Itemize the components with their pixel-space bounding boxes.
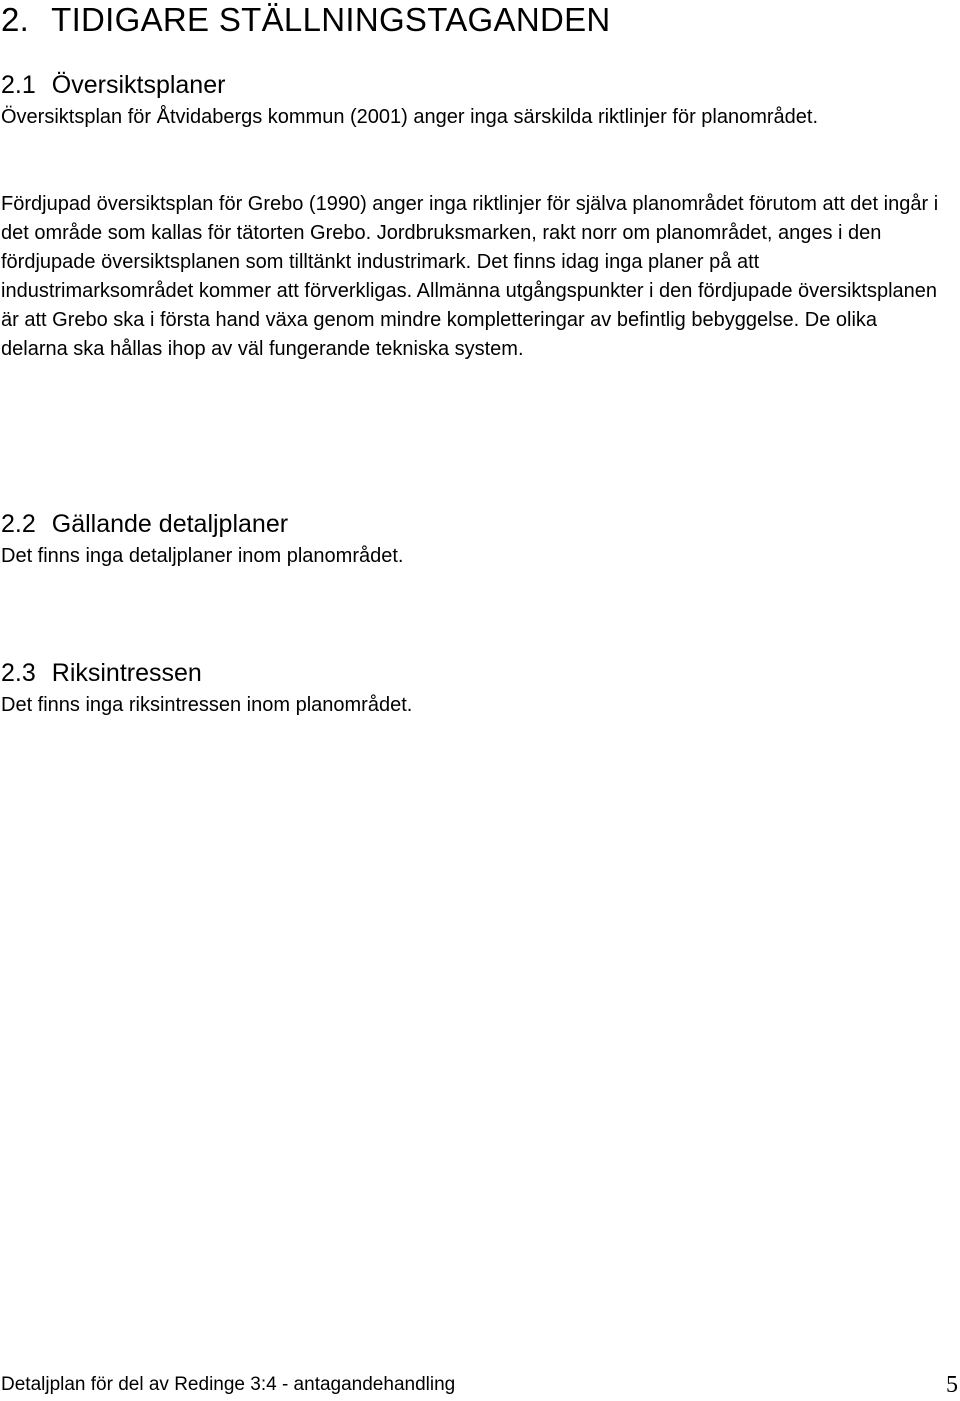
- paragraph-oversiktsplan: Översiktsplan för Åtvidabergs kommun (2001) anger inga särskilda riktlinjer för planområdet.: [1, 106, 819, 128]
- footer-document-title: Detaljplan för del av Redinge 3:4 - antagandehandling: [1, 1374, 456, 1395]
- section-heading-gallande-detaljplaner: [1, 509, 941, 539]
- chapter-title: TIDIGARE STÄLLNINGSTAGANDEN: [51, 1, 611, 38]
- section-number: 2.1: [1, 71, 36, 99]
- section-title: Översiktsplaner: [51, 71, 226, 99]
- chapter-heading: [1, 0, 941, 40]
- section-title: Riksintressen: [51, 659, 202, 687]
- section-number: 2.3: [1, 659, 36, 687]
- paragraph-fordjupad-oversiktsplan: Fördjupad översiktsplan för Grebo (1990) anger inga riktlinjer för själva planområdet förutom att det ingår i det område som kallas för tätorten Grebo. Jordbruksmarken, rakt norr om planområdet, anges i den fördjupade översiktsplanen som tilltänkt industrimark. Det finns idag inga planer på att industrimarksområdet kommer att förverkligas. Allmänna utgångspunkter i den fördjupade översiktsplanen är att Grebo ska i första hand växa genom mindre kompletteringar av befintlig bebyggelse. De olika delarna ska hållas ihop av väl fungerande tekniska system.: [1, 193, 939, 360]
- paragraph-riksintressen: Det finns inga riksintressen inom planområdet.: [1, 694, 413, 716]
- chapter-number: 2.: [1, 1, 30, 38]
- section-heading-oversiktsplaner: [1, 70, 941, 100]
- paragraph-detaljplaner: Det finns inga detaljplaner inom planområdet.: [1, 545, 404, 567]
- footer-page-number: 5: [946, 1372, 958, 1398]
- section-title: Gällande detaljplaner: [51, 510, 289, 538]
- section-number: 2.2: [1, 510, 36, 538]
- section-heading-riksintressen: [1, 658, 941, 688]
